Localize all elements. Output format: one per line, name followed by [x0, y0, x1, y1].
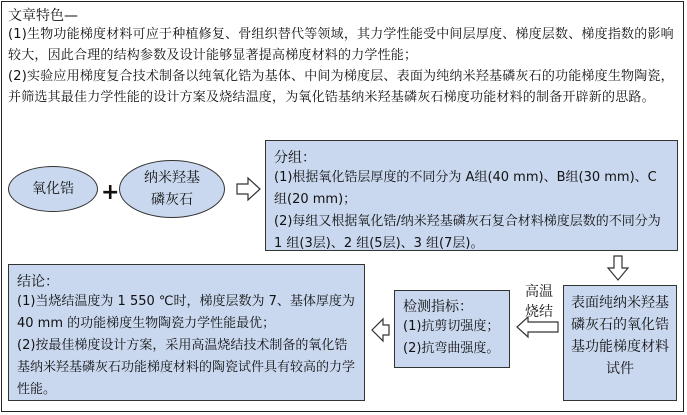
- sintering-label-line2: 烧结: [525, 304, 553, 320]
- conclusion-item-1: (1)当烧结温度为 1 550 ℃时，梯度层数为 7、基体厚度为 40 mm 的功能梯度生物陶瓷力学性能最优；: [17, 294, 355, 331]
- figure-title: 文章特色—: [8, 8, 78, 24]
- arrow-right-icon: [237, 178, 260, 200]
- grouping-heading: 分组：: [274, 150, 316, 166]
- tests-heading: 检测指标：: [403, 299, 473, 315]
- grouping-item-2: (2)每组又根据氧化锆/纳米羟基磷灰石复合材料梯度层数的不同分为 1 组(3层)、2 组(5层)、3 组(7层)。: [274, 214, 661, 251]
- specimen-label: 表面纯纳米羟基磷灰石的氧化锆基功能梯度材料试件: [571, 295, 669, 377]
- conclusion-item-2: (2)按最佳梯度设计方案，采用高温烧结技术制备的氧化锆基纳米羟基磷灰石功能梯度材料的陶瓷试件具有较高的力学性能。: [17, 338, 356, 397]
- material-nano-ha-line1: 纳米羟基: [144, 170, 200, 186]
- plus-sign: +: [101, 180, 120, 205]
- grouping-item-1: (1)根据氧化锆层厚度的不同分为 A组(40 mm)、B组(30 mm)、C组(20 mm)；: [274, 170, 657, 207]
- material-zirconia-label: 氧化锆: [32, 181, 74, 197]
- conclusion-heading: 结论：: [17, 274, 59, 290]
- arrow-left-icon: [517, 317, 558, 337]
- feature-paragraph-1: (1)生物功能梯度材料可应于种植修复、骨组织替代等领域，其力学性能受中间层厚度、梯度层数、梯度指数的影响较大，因此合理的结构参数及设计能够显著提高梯度材料的力学性能；: [8, 27, 674, 63]
- material-nano-ha-line2: 磷灰石: [151, 192, 193, 208]
- arrow-left-icon: [372, 319, 389, 341]
- tests-item-1: (1)抗剪切强度；: [403, 319, 500, 334]
- tests-item-2: (2)抗弯曲强度。: [403, 341, 500, 356]
- arrow-down-icon: [608, 256, 628, 280]
- feature-paragraph-2: (2)实验应用梯度复合技术制备以纯氧化锆为基体、中间为梯度层、表面为纯纳米羟基磷灰石的功能梯度生物陶瓷，并筛选其最佳力学性能的设计方案及烧结温度，为氧化锆基纳米羟基磷灰石梯度功能材料的制备开辟新的思路。: [8, 69, 674, 105]
- sintering-label-line1: 高温: [525, 284, 553, 300]
